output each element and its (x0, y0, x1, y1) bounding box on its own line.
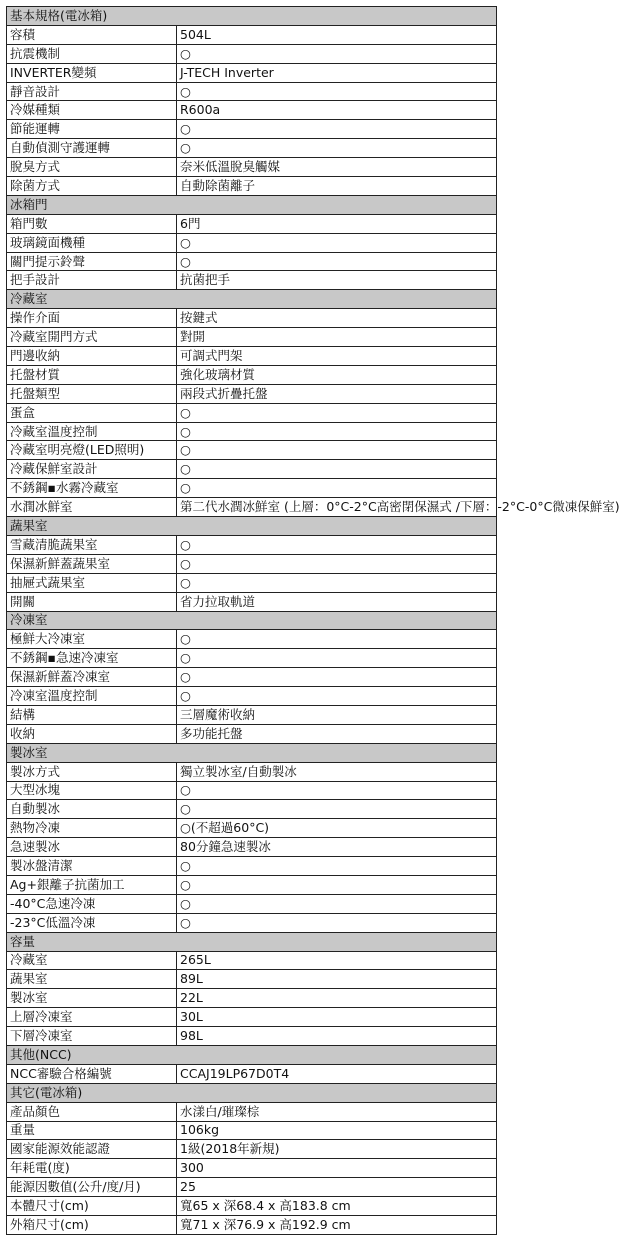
spec-value: ○ (177, 139, 497, 158)
spec-label: -40°C急速冷凍 (7, 894, 177, 913)
spec-value: ○ (177, 403, 497, 422)
spec-row (7, 309, 497, 328)
spec-label: 大型冰塊 (7, 781, 177, 800)
spec-row (7, 592, 497, 611)
spec-value: 80分鐘急速製冰 (177, 838, 497, 857)
spec-row (7, 63, 497, 82)
spec-row (7, 1008, 497, 1027)
spec-value: ○ (177, 252, 497, 271)
spec-value: ○ (177, 120, 497, 139)
spec-row (7, 1121, 497, 1140)
spec-row (7, 1064, 497, 1083)
spec-label: 門邊收納 (7, 347, 177, 366)
spec-label: 箱門數 (7, 214, 177, 233)
spec-row (7, 177, 497, 196)
spec-label: 收納 (7, 724, 177, 743)
spec-label: 雪藏清脆蔬果室 (7, 535, 177, 554)
section-header-row (7, 611, 497, 630)
spec-label: 下層冷凍室 (7, 1027, 177, 1046)
spec-value: ○ (177, 44, 497, 63)
spec-label: 冷媒種類 (7, 101, 177, 120)
spec-value: 25 (177, 1178, 497, 1197)
spec-value: 可調式門架 (177, 347, 497, 366)
spec-row (7, 403, 497, 422)
spec-value: 按鍵式 (177, 309, 497, 328)
spec-label: -23°C低溫冷凍 (7, 913, 177, 932)
spec-label: 關門提示鈴聲 (7, 252, 177, 271)
spec-row (7, 1178, 497, 1197)
spec-label: 熱物冷凍 (7, 819, 177, 838)
spec-row (7, 1159, 497, 1178)
spec-label: 玻璃鏡面機種 (7, 233, 177, 252)
spec-row (7, 649, 497, 668)
spec-label: 冷藏保鮮室設計 (7, 460, 177, 479)
spec-value: ○ (177, 913, 497, 932)
spec-row (7, 498, 497, 517)
spec-value: CCAJ19LP67D0T4 (177, 1064, 497, 1083)
spec-row (7, 535, 497, 554)
spec-row (7, 875, 497, 894)
section-title: 基本規格(電冰箱) (7, 7, 497, 26)
spec-value: 自動除菌離子 (177, 177, 497, 196)
spec-label: 靜音設計 (7, 82, 177, 101)
spec-label: 製冰室 (7, 989, 177, 1008)
spec-row (7, 347, 497, 366)
section-title: 冰箱門 (7, 195, 497, 214)
spec-value: ○ (177, 479, 497, 498)
spec-row (7, 328, 497, 347)
spec-row (7, 630, 497, 649)
spec-row (7, 1140, 497, 1159)
spec-label: 開關 (7, 592, 177, 611)
spec-label: 能源因數值(公升/度/月) (7, 1178, 177, 1197)
spec-value: 1級(2018年新規) (177, 1140, 497, 1159)
spec-label: 急速製冰 (7, 838, 177, 857)
spec-row (7, 838, 497, 857)
spec-label: 冷藏室溫度控制 (7, 422, 177, 441)
section-title: 製冰室 (7, 743, 497, 762)
spec-value: J-TECH Inverter (177, 63, 497, 82)
spec-value: ○ (177, 875, 497, 894)
spec-table-body (7, 7, 620, 1235)
spec-row (7, 1216, 497, 1235)
spec-value: ○ (177, 894, 497, 913)
spec-label: 保濕新鮮蓋蔬果室 (7, 554, 177, 573)
spec-value: ○ (177, 800, 497, 819)
spec-row (7, 668, 497, 687)
spec-row (7, 120, 497, 139)
spec-label: 冷藏室 (7, 951, 177, 970)
spec-row (7, 82, 497, 101)
spec-row (7, 970, 497, 989)
spec-label: NCC審驗合格編號 (7, 1064, 177, 1083)
spec-label: 年耗電(度) (7, 1159, 177, 1178)
spec-value: 多功能托盤 (177, 724, 497, 743)
spec-row (7, 687, 497, 706)
spec-label: 容積 (7, 25, 177, 44)
spec-label: 保濕新鮮蓋冷凍室 (7, 668, 177, 687)
spec-value: 504L (177, 25, 497, 44)
spec-label: 冷凍室溫度控制 (7, 687, 177, 706)
spec-row (7, 913, 497, 932)
spec-value: 兩段式折疊托盤 (177, 384, 497, 403)
section-title: 冷藏室 (7, 290, 497, 309)
spec-row (7, 384, 497, 403)
spec-value: ○ (177, 781, 497, 800)
spec-label: 冷藏室開門方式 (7, 328, 177, 347)
spec-value: 省力拉取軌道 (177, 592, 497, 611)
spec-label: 蔬果室 (7, 970, 177, 989)
spec-value: 獨立製冰室/自動製冰 (177, 762, 497, 781)
spec-label: 本體尺寸(cm) (7, 1197, 177, 1216)
spec-value: 寬71 x 深76.9 x 高192.9 cm (177, 1216, 497, 1235)
spec-row (7, 101, 497, 120)
spec-label: 托盤類型 (7, 384, 177, 403)
spec-value: 300 (177, 1159, 497, 1178)
spec-label: INVERTER變頻 (7, 63, 177, 82)
spec-row (7, 705, 497, 724)
spec-label: 除菌方式 (7, 177, 177, 196)
spec-row (7, 989, 497, 1008)
spec-row (7, 479, 497, 498)
spec-label: 節能運轉 (7, 120, 177, 139)
section-header-row (7, 7, 497, 26)
section-title: 其它(電冰箱) (7, 1083, 497, 1102)
spec-value: 6門 (177, 214, 497, 233)
spec-value: ○(不超過60°C) (177, 819, 497, 838)
spec-value: 奈米低溫脫臭觸媒 (177, 158, 497, 177)
spec-label: 製冰方式 (7, 762, 177, 781)
spec-value: ○ (177, 554, 497, 573)
spec-label: 抗震機制 (7, 44, 177, 63)
spec-row (7, 441, 497, 460)
spec-value: ○ (177, 668, 497, 687)
spec-value: 寬65 x 深68.4 x 高183.8 cm (177, 1197, 497, 1216)
spec-value: ○ (177, 422, 497, 441)
spec-row (7, 857, 497, 876)
spec-row (7, 139, 497, 158)
section-title: 容量 (7, 932, 497, 951)
spec-value: 抗菌把手 (177, 271, 497, 290)
spec-label: 水潤冰鮮室 (7, 498, 177, 517)
spec-row (7, 233, 497, 252)
spec-label: 脫臭方式 (7, 158, 177, 177)
spec-row (7, 1027, 497, 1046)
spec-label: 不銹鋼▪水霧冷藏室 (7, 479, 177, 498)
section-header-row (7, 1083, 497, 1102)
spec-row (7, 422, 497, 441)
spec-value: 第二代水潤冰鮮室 (上層：0°C-2°C高密閉保濕式 /下層：-2°C-0°C微凍保鮮室) (177, 498, 497, 517)
spec-row (7, 554, 497, 573)
spec-row (7, 781, 497, 800)
spec-label: 自動製冰 (7, 800, 177, 819)
spec-value: 對開 (177, 328, 497, 347)
section-title: 冷凍室 (7, 611, 497, 630)
spec-label: 製冰盤清潔 (7, 857, 177, 876)
spec-row (7, 214, 497, 233)
spec-value: 30L (177, 1008, 497, 1027)
spec-label: 蛋盒 (7, 403, 177, 422)
spec-label: Ag+銀離子抗菌加工 (7, 875, 177, 894)
section-header-row (7, 517, 497, 536)
spec-label: 國家能源效能認證 (7, 1140, 177, 1159)
spec-value: ○ (177, 441, 497, 460)
spec-row (7, 800, 497, 819)
spec-row (7, 951, 497, 970)
spec-table (6, 6, 620, 1235)
spec-row (7, 252, 497, 271)
spec-label: 外箱尺寸(cm) (7, 1216, 177, 1235)
spec-label: 產品顏色 (7, 1102, 177, 1121)
spec-row (7, 724, 497, 743)
spec-value: ○ (177, 460, 497, 479)
section-title: 蔬果室 (7, 517, 497, 536)
spec-label: 把手設計 (7, 271, 177, 290)
spec-value: 106kg (177, 1121, 497, 1140)
spec-row (7, 819, 497, 838)
spec-label: 結構 (7, 705, 177, 724)
spec-value: 89L (177, 970, 497, 989)
spec-value: 三層魔術收納 (177, 705, 497, 724)
spec-value: 22L (177, 989, 497, 1008)
spec-row (7, 762, 497, 781)
section-header-row (7, 743, 497, 762)
spec-row (7, 1102, 497, 1121)
spec-value: 強化玻璃材質 (177, 365, 497, 384)
spec-row (7, 158, 497, 177)
spec-label: 上層冷凍室 (7, 1008, 177, 1027)
spec-row (7, 271, 497, 290)
section-header-row (7, 1045, 497, 1064)
spec-label: 不銹鋼▪急速冷凍室 (7, 649, 177, 668)
spec-value: ○ (177, 233, 497, 252)
section-header-row (7, 932, 497, 951)
spec-label: 自動偵測守護運轉 (7, 139, 177, 158)
spec-value: 水漾白/璀璨棕 (177, 1102, 497, 1121)
spec-value: ○ (177, 535, 497, 554)
spec-label: 抽屜式蔬果室 (7, 573, 177, 592)
spec-label: 操作介面 (7, 309, 177, 328)
spec-value: ○ (177, 82, 497, 101)
spec-row (7, 1197, 497, 1216)
spec-value: 265L (177, 951, 497, 970)
spec-row (7, 25, 497, 44)
spec-value: R600a (177, 101, 497, 120)
section-header-row (7, 290, 497, 309)
spec-label: 冷藏室明亮燈(LED照明) (7, 441, 177, 460)
spec-row (7, 44, 497, 63)
spec-row (7, 365, 497, 384)
spec-value: ○ (177, 857, 497, 876)
spec-value: ○ (177, 630, 497, 649)
spec-value: ○ (177, 687, 497, 706)
spec-label: 托盤材質 (7, 365, 177, 384)
section-header-row (7, 195, 497, 214)
spec-row (7, 460, 497, 479)
spec-value: ○ (177, 573, 497, 592)
spec-value: ○ (177, 649, 497, 668)
spec-value: 98L (177, 1027, 497, 1046)
section-title: 其他(NCC) (7, 1045, 497, 1064)
spec-label: 重量 (7, 1121, 177, 1140)
spec-row (7, 894, 497, 913)
spec-label: 極鮮大冷凍室 (7, 630, 177, 649)
spec-row (7, 573, 497, 592)
